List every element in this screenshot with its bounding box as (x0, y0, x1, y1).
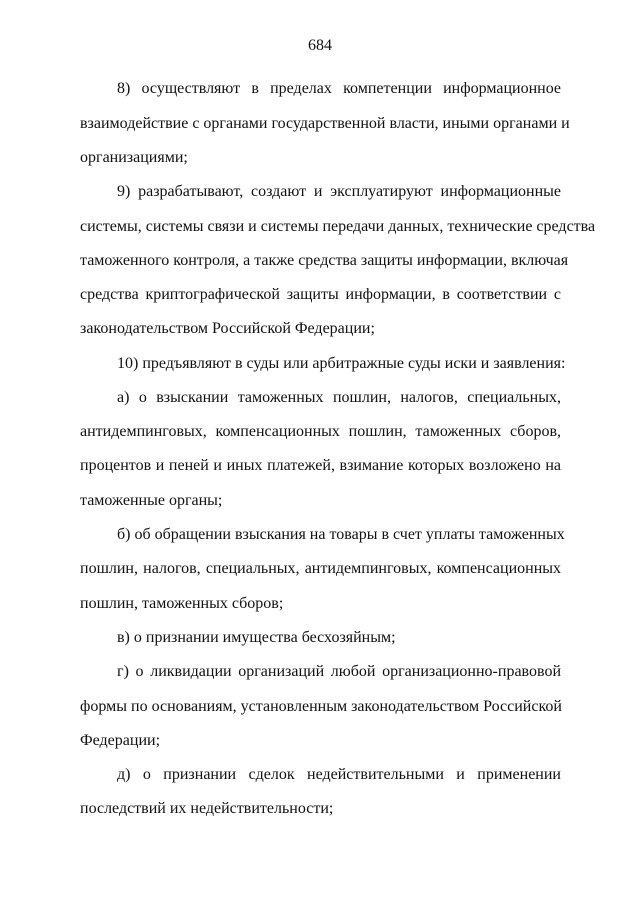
paragraph-8-line-1: 8) осуществляют в пределах компетенции информационное (117, 80, 561, 97)
paragraph-8-line-3: организациями; (80, 149, 188, 166)
subitem-d-line-2: последствий их недействительности; (80, 800, 334, 817)
paragraph-9-line-4: средства криптографической защиты информации, в соответствии с (80, 286, 561, 303)
paragraph-9-line-5: законодательством Российской Федерации; (80, 320, 375, 337)
subitem-g-line-2: формы по основаниям, установленным законодательством Российской (80, 698, 562, 715)
subitem-a-line-4: таможенные органы; (80, 492, 223, 509)
subitem-b-line-1: б) об обращении взыскания на товары в счет уплаты таможенных (117, 526, 565, 543)
paragraph-9-line-3: таможенного контроля, а также средства защиты информации, включая (80, 252, 569, 269)
subitem-g-line-1: г) о ликвидации организаций любой организационно-правовой (117, 663, 561, 680)
subitem-a-line-2: антидемпинговых, компенсационных пошлин, таможенных сборов, (80, 423, 561, 440)
paragraph-9-line-2: системы, системы связи и системы передачи данных, технические средства (80, 218, 596, 235)
paragraph-10-line-1: 10) предъявляют в суды или арбитражные суды иски и заявления: (117, 355, 566, 372)
subitem-a-line-1: а) о взыскании таможенных пошлин, налогов, специальных, (117, 389, 561, 406)
subitem-g-line-3: Федерации; (80, 732, 161, 749)
page-number: 684 (308, 37, 332, 54)
subitem-b-line-2: пошлин, налогов, специальных, антидемпинговых, компенсационных (80, 560, 561, 577)
subitem-v-line-1: в) о признании имущества бесхозяйным; (117, 629, 396, 646)
paragraph-8-line-2: взаимодействие с органами государственной власти, иными органами и (80, 115, 570, 132)
subitem-b-line-3: пошлин, таможенных сборов; (80, 595, 284, 612)
paragraph-9-line-1: 9) разрабатывают, создают и эксплуатируют информационные (117, 183, 561, 200)
subitem-d-line-1: д) о признании сделок недействительными и применении (117, 766, 561, 783)
subitem-a-line-3: процентов и пеней и иных платежей, взимание которых возложено на (80, 457, 561, 474)
